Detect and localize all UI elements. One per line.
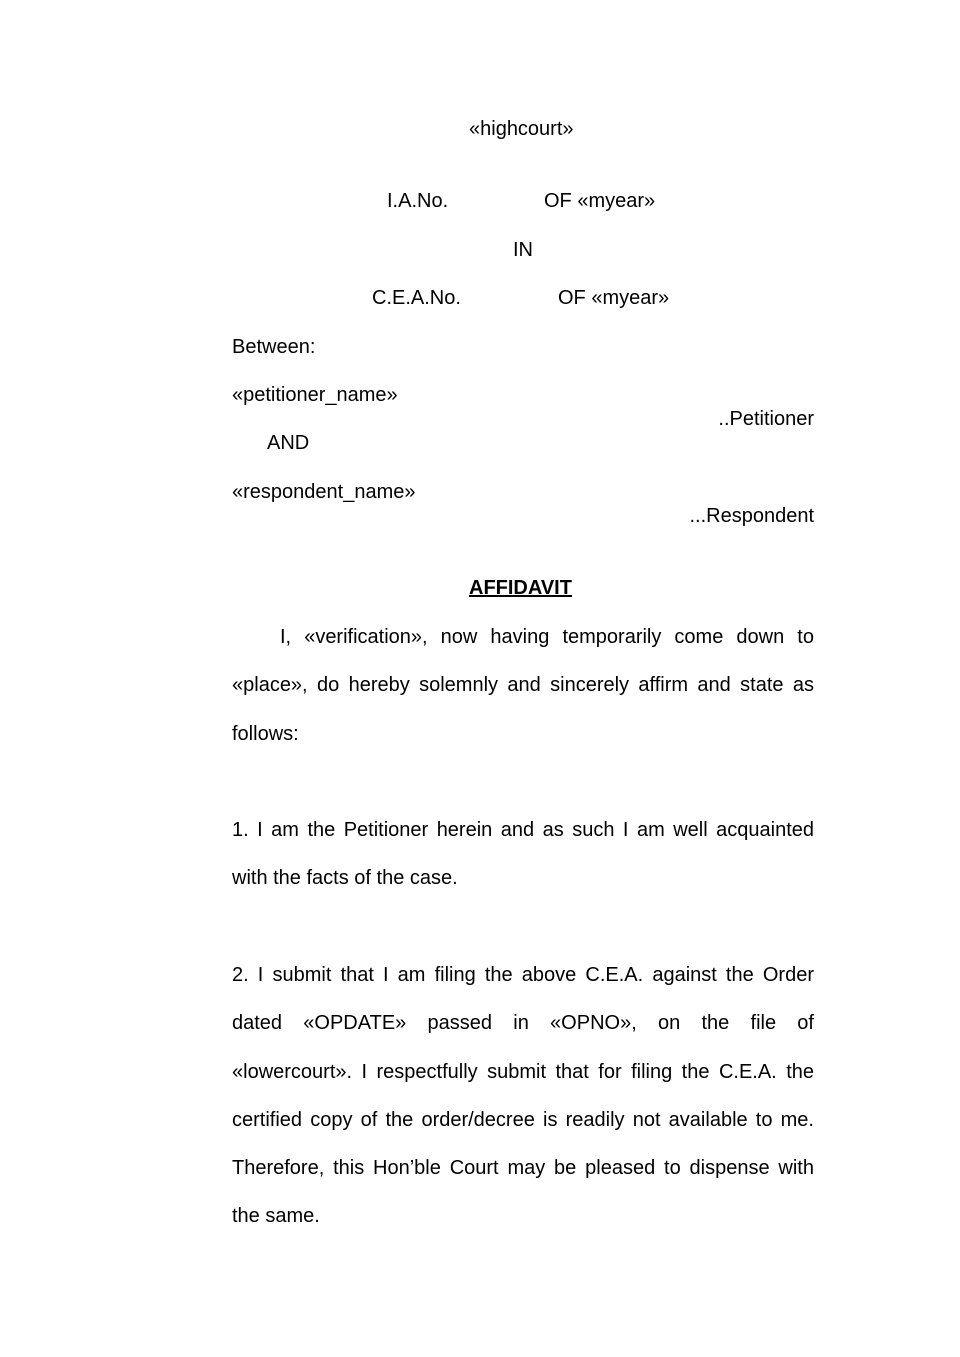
paragraph-1: 1. I am the Petitioner herein and as such I am well acquainted with the facts of the case. — [232, 819, 814, 890]
and-connector: AND — [267, 432, 310, 454]
respondent-name: «respondent_name» — [232, 481, 416, 503]
cea-year: OF «myear» — [558, 287, 670, 309]
ia-year: OF «myear» — [544, 190, 656, 212]
court-name: «highcourt» — [469, 118, 574, 140]
petitioner-name: «petitioner_name» — [232, 384, 398, 406]
paragraph-2: 2. I submit that I am filing the above C.E.A. against the Order dated «OPDATE» passed in «OPNO», on the file of «lowercourt». I respectfully submit that for filing the C.E.A. the certified copy of the order/decree is readily not available to me. Therefore, this Hon’ble Court may be pleased to dispense with the same. — [232, 964, 814, 1228]
in-connector: IN — [513, 239, 533, 261]
affidavit-intro: I, «verification», now having temporarily come down to «place», do hereby solemnly and sincerely affirm and state as follows: — [232, 626, 814, 745]
cea-number-label: C.E.A.No. — [372, 287, 461, 309]
respondent-role: ...Respondent — [689, 505, 814, 527]
affidavit-title: AFFIDAVIT — [469, 577, 572, 599]
between-label: Between: — [232, 336, 316, 358]
petitioner-role: ..Petitioner — [718, 408, 814, 430]
ia-number-label: I.A.No. — [387, 190, 449, 212]
